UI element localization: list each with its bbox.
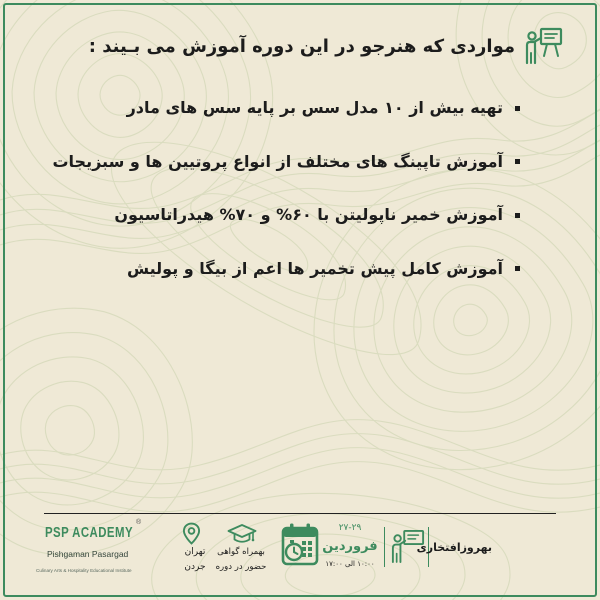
- brand-tagline: Culinary Arts & Hospitality Educational Institute: [36, 568, 132, 573]
- location-pin-icon: [182, 522, 201, 545]
- list-item: [52, 257, 520, 281]
- course-days: ۲۷-۲۹: [338, 523, 362, 533]
- list-item-text: آموزش تاپینگ های مختلف از انواع پروتیین ها و سبزیجات: [52, 151, 503, 171]
- teacher-presentation-icon: [524, 26, 564, 66]
- list-item-text: تهیه بیش از ۱۰ مدل سس بر پایه سس های مادر: [126, 98, 503, 117]
- location-city: تهران: [184, 547, 206, 557]
- list-item: [52, 96, 520, 120]
- certificate-line-2: حضور در دوره: [215, 562, 267, 572]
- brand-subtitle: Pishgaman Pasargad: [47, 549, 129, 559]
- course-month: فروردین: [322, 539, 378, 554]
- list-item-text: آموزش خمیر ناپولیتن با ۶۰% و ۷۰% هیدراتاسیون: [114, 205, 503, 224]
- bullet-marker: [515, 159, 520, 164]
- course-topics-list: [52, 96, 520, 310]
- list-item: [52, 150, 520, 174]
- footer-separator: [384, 527, 385, 567]
- calendar-clock-icon: [281, 522, 319, 568]
- registered-mark: ®: [136, 519, 142, 526]
- course-hours: ۱۰:۰۰ الی ۱۷:۰۰: [325, 560, 375, 568]
- graduation-cap-icon: [227, 523, 257, 545]
- certificate-line-1: بهمراه گواهی: [217, 547, 265, 557]
- instructor-name: بهروزافتخاری: [416, 541, 492, 554]
- bullet-marker: [515, 213, 520, 218]
- list-item: [52, 203, 520, 227]
- list-item-text: آموزش کامل پیش تخمیر ها اعم از بیگا و پولیش: [127, 258, 503, 278]
- brand-name: PSP ACADEMY: [45, 524, 134, 541]
- bullet-marker: [515, 266, 520, 271]
- footer-divider: [44, 513, 556, 514]
- location-area: جردن: [184, 562, 206, 572]
- bullet-marker: [515, 106, 520, 111]
- section-title: مواردی که هنرجو در این دوره آموزش می بـیند :: [88, 36, 515, 57]
